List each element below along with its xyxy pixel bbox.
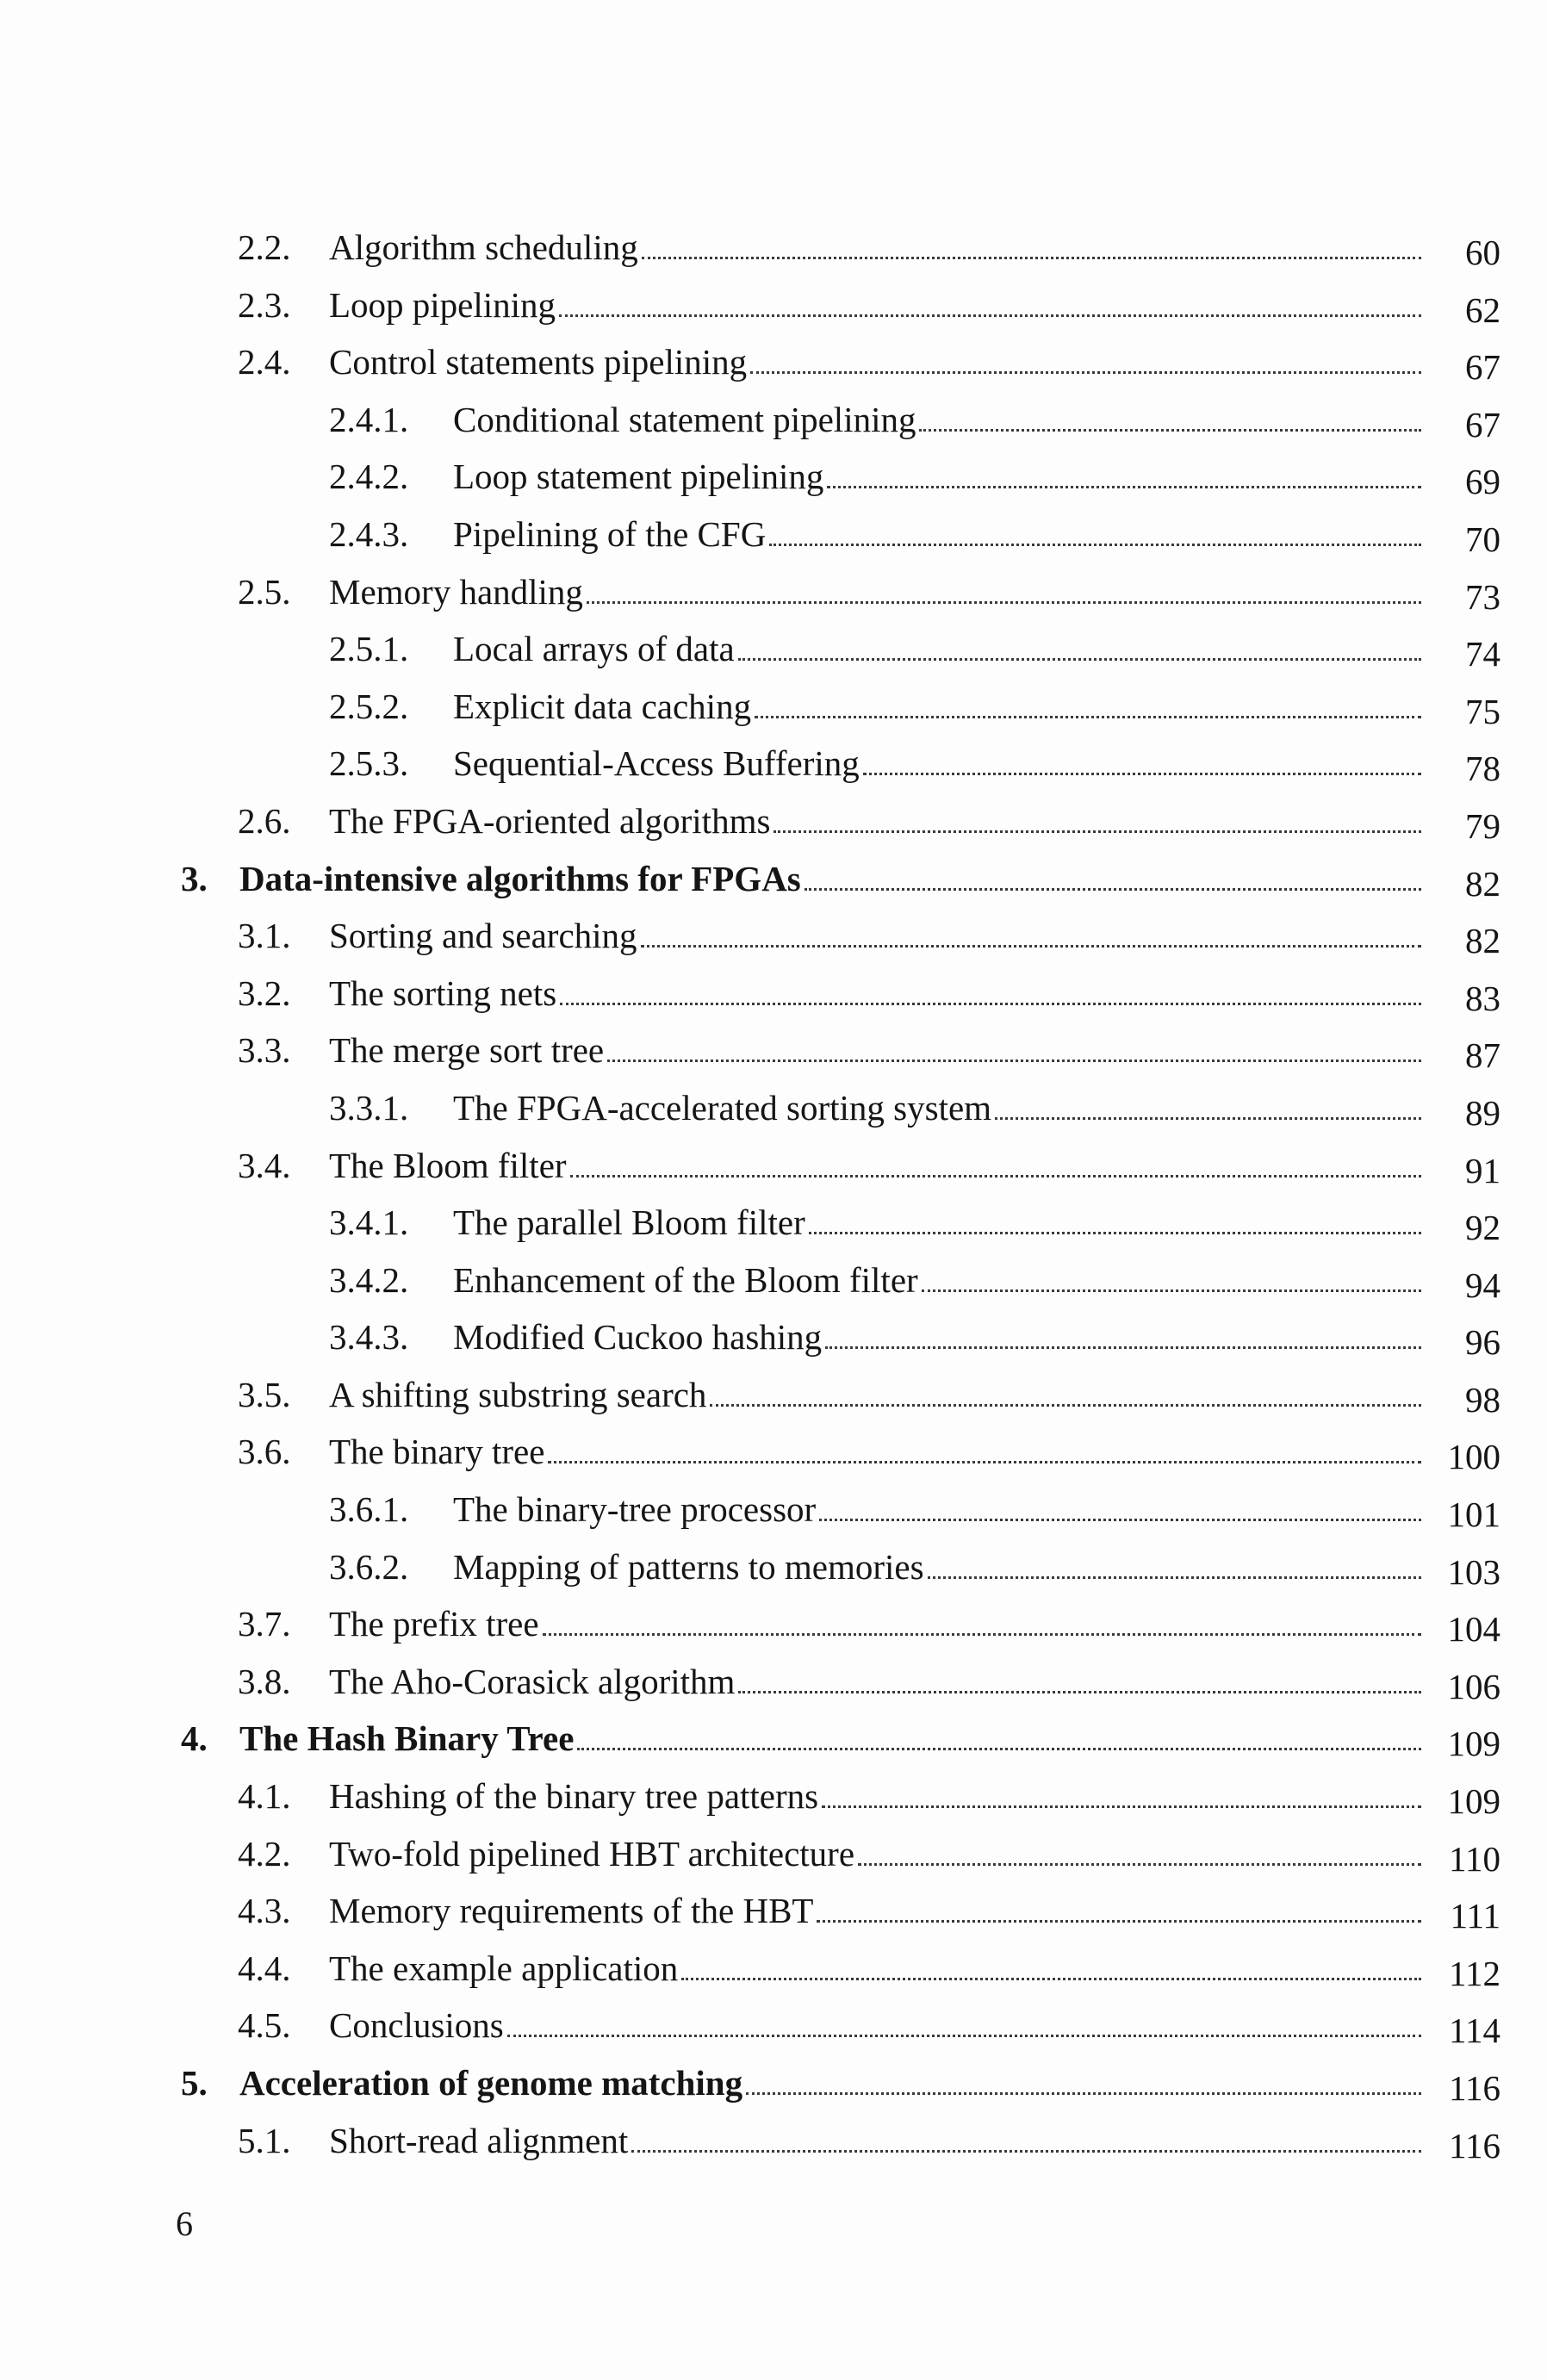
toc-entry-line (329, 1768, 1500, 1825)
toc-section-entry (0, 333, 1547, 391)
toc-entry-title: Enhancement of the Bloom filter (453, 1259, 918, 1300)
toc-section-entry (0, 907, 1547, 965)
toc-entry-number: 2.2. (238, 227, 291, 267)
toc-entry-line (239, 2054, 1500, 2112)
toc-entry-line (329, 1653, 1500, 1711)
toc-entry-title: Control statements pipelining (329, 342, 748, 382)
toc-entry-line (329, 965, 1500, 1022)
toc-entry-number: 3.6.1. (329, 1489, 409, 1530)
dot-leader (746, 2092, 1421, 2095)
toc-entry-line (453, 1079, 1500, 1137)
toc-entry-line (329, 1366, 1500, 1424)
toc-entry-number: 4.2. (238, 1833, 291, 1874)
toc-entry-page: 83 (1465, 978, 1500, 1018)
toc-entry-title: The FPGA-oriented algorithms (329, 800, 771, 841)
toc-entry-page: 109 (1447, 1781, 1500, 1822)
toc-section-entry (0, 563, 1547, 621)
toc-entry-line (329, 1137, 1500, 1195)
toc-entry-line (329, 1595, 1500, 1653)
toc-section-entry (0, 1022, 1547, 1079)
dot-leader (738, 1691, 1421, 1693)
toc-entry-line (329, 277, 1500, 334)
toc-entry-title: A shifting substring search (329, 1374, 707, 1414)
toc-section-entry (0, 219, 1547, 277)
toc-entry-title: Two-fold pipelined HBT architecture (329, 1833, 855, 1874)
dot-leader (560, 1003, 1421, 1005)
toc-entry-number: 2.5.3. (329, 743, 409, 784)
toc-entry-number: 4.4. (238, 1948, 291, 1988)
dot-leader (919, 429, 1421, 432)
toc-entry-title: Mapping of patterns to memories (453, 1546, 924, 1587)
toc-entry-page: 109 (1447, 1724, 1500, 1764)
dot-leader (543, 1633, 1421, 1636)
toc-entry-number: 3.4.2. (329, 1259, 409, 1300)
toc-entry-line (329, 219, 1500, 277)
dot-leader (817, 1920, 1421, 1923)
toc-section-entry (0, 1768, 1547, 1825)
toc-entry-line (329, 1940, 1500, 1998)
toc-subsection-entry (0, 1538, 1547, 1596)
toc-entry-page: 60 (1465, 233, 1500, 272)
toc-entry-line (329, 2112, 1500, 2170)
toc-section-entry (0, 1595, 1547, 1653)
dot-leader (738, 658, 1421, 661)
dot-leader (548, 1461, 1421, 1463)
toc-entry-number: 2.4.2. (329, 457, 409, 497)
toc-entry-line (453, 1308, 1500, 1366)
toc-section-entry (0, 1137, 1547, 1195)
toc-entry-page: 87 (1465, 1035, 1500, 1076)
toc-chapter-entry (0, 850, 1547, 908)
toc-entry-number: 4.5. (238, 2005, 291, 2046)
toc-section-entry (0, 2112, 1547, 2170)
toc-entry-title: The binary tree (329, 1432, 545, 1472)
toc-section-entry (0, 1825, 1547, 1883)
toc-subsection-entry (0, 735, 1547, 792)
toc-entry-page: 112 (1449, 1953, 1500, 1993)
dot-leader (587, 601, 1421, 604)
toc-entry-page: 62 (1465, 289, 1500, 330)
toc-entry-number: 2.5. (238, 571, 291, 612)
toc-entry-line (453, 506, 1500, 563)
toc-entry-title: The FPGA-accelerated sorting system (453, 1087, 992, 1128)
dot-leader (819, 1519, 1421, 1521)
toc-entry-page: 101 (1447, 1494, 1500, 1535)
toc-entry-line (453, 1252, 1500, 1309)
toc-entry-title: Pipelining of the CFG (453, 513, 767, 554)
toc-entry-number: 2.5.2. (329, 686, 409, 726)
toc-entry-line (453, 391, 1500, 449)
toc-entry-page: 106 (1447, 1666, 1500, 1706)
toc-entry-title: The Hash Binary Tree (239, 1718, 575, 1759)
toc-entry-title: The parallel Bloom filter (453, 1202, 805, 1243)
toc-entry-number: 3.6.2. (329, 1546, 409, 1587)
toc-subsection-entry (0, 1481, 1547, 1538)
toc-entry-page: 89 (1465, 1092, 1500, 1133)
toc-entry-page: 67 (1465, 404, 1500, 444)
toc-subsection-entry (0, 448, 1547, 506)
toc-entry-line (239, 1710, 1500, 1768)
toc-entry-page: 75 (1465, 691, 1500, 731)
page-number: 6 (176, 2204, 193, 2243)
dot-leader (995, 1117, 1421, 1120)
toc-entry-title: Sorting and searching (329, 916, 637, 956)
toc-entry-number: 3. (181, 858, 208, 898)
toc-entry-line (453, 620, 1500, 678)
toc-entry-number: 4. (181, 1718, 208, 1759)
toc-entry-page: 69 (1465, 462, 1500, 502)
toc-entry-line (239, 850, 1500, 908)
dot-leader (928, 1576, 1421, 1579)
toc-entry-page: 79 (1465, 805, 1500, 846)
toc-entry-line (453, 1481, 1500, 1538)
toc-entry-title: Conclusions (329, 2005, 504, 2046)
toc-entry-number: 2.4.3. (329, 513, 409, 554)
toc-entry-title: Explicit data caching (453, 686, 752, 726)
toc-entry-number: 2.6. (238, 800, 291, 841)
toc-entry-line (329, 1882, 1500, 1940)
toc-entry-page: 114 (1449, 2010, 1500, 2051)
toc-subsection-entry (0, 1079, 1547, 1137)
toc-entry-line (453, 448, 1500, 506)
toc-entry-number: 2.3. (238, 284, 291, 325)
toc-entry-title: The Bloom filter (329, 1145, 567, 1185)
toc-section-entry (0, 965, 1547, 1022)
dot-leader (750, 371, 1421, 374)
toc-entry-number: 5. (181, 2063, 208, 2103)
toc-entry-page: 82 (1465, 863, 1500, 904)
toc-section-entry (0, 277, 1547, 334)
toc-entry-line (453, 1538, 1500, 1596)
dot-leader (858, 1863, 1421, 1866)
toc-subsection-entry (0, 1194, 1547, 1252)
toc-entry-page: 104 (1447, 1609, 1500, 1650)
toc-entry-number: 5.1. (238, 2120, 291, 2160)
toc-section-entry (0, 1940, 1547, 1998)
dot-leader (769, 544, 1421, 546)
toc-entry-line (453, 678, 1500, 736)
toc-entry-page: 92 (1465, 1208, 1500, 1248)
toc-entry-page: 94 (1465, 1265, 1500, 1305)
toc-entry-line (329, 563, 1500, 621)
toc-entry-line (329, 1423, 1500, 1481)
toc-entry-page: 73 (1465, 576, 1500, 617)
toc-entry-title: The Aho-Corasick algorithm (329, 1661, 736, 1701)
toc-entry-number: 3.8. (238, 1661, 291, 1701)
toc-entry-title: The example application (329, 1948, 679, 1988)
table-of-contents (0, 219, 1547, 2169)
toc-section-entry (0, 1366, 1547, 1424)
toc-entry-title: Short-read alignment (329, 2120, 629, 2160)
toc-subsection-entry (0, 678, 1547, 736)
toc-chapter-entry (0, 2054, 1547, 2112)
toc-entry-title: The prefix tree (329, 1604, 539, 1644)
toc-entry-page: 91 (1465, 1150, 1500, 1190)
toc-entry-title: The sorting nets (329, 973, 557, 1013)
dot-leader (827, 486, 1421, 488)
toc-entry-number: 3.1. (238, 916, 291, 956)
dot-leader (559, 314, 1421, 317)
toc-entry-line (453, 1194, 1500, 1252)
toc-entry-page: 67 (1465, 347, 1500, 388)
toc-entry-title: Conditional statement pipelining (453, 399, 916, 439)
toc-entry-page: 74 (1465, 634, 1500, 674)
toc-entry-title: Loop statement pipelining (453, 457, 824, 497)
dot-leader (710, 1404, 1421, 1407)
dot-leader (863, 773, 1421, 775)
toc-entry-page: 100 (1447, 1437, 1500, 1477)
dot-leader (507, 2035, 1421, 2037)
dot-leader (755, 716, 1421, 718)
toc-entry-page: 110 (1449, 1838, 1500, 1879)
toc-entry-number: 3.4.1. (329, 1202, 409, 1243)
toc-entry-page: 98 (1465, 1379, 1500, 1420)
toc-entry-title: Modified Cuckoo hashing (453, 1317, 823, 1358)
toc-entry-line (329, 1997, 1500, 2054)
dot-leader (631, 2150, 1421, 2153)
toc-entry-title: Data-intensive algorithms for FPGAs (239, 858, 801, 898)
toc-subsection-entry (0, 1252, 1547, 1309)
dot-leader (774, 830, 1421, 833)
toc-subsection-entry (0, 620, 1547, 678)
toc-entry-title: The merge sort tree (329, 1030, 605, 1071)
toc-entry-page: 116 (1449, 2125, 1500, 2166)
toc-section-entry (0, 1423, 1547, 1481)
toc-entry-title: Loop pipelining (329, 284, 556, 325)
dot-leader (607, 1060, 1421, 1062)
toc-subsection-entry (0, 1308, 1547, 1366)
toc-entry-number: 4.1. (238, 1776, 291, 1817)
dot-leader (681, 1978, 1421, 1980)
toc-entry-line (329, 1825, 1500, 1883)
toc-entry-title: Memory requirements of the HBT (329, 1891, 814, 1931)
dot-leader (577, 1748, 1421, 1750)
toc-subsection-entry (0, 506, 1547, 563)
toc-entry-title: Hashing of the binary tree patterns (329, 1776, 819, 1817)
toc-entry-page: 82 (1465, 921, 1500, 961)
toc-section-entry (0, 1882, 1547, 1940)
toc-entry-line (453, 735, 1500, 792)
toc-entry-title: Acceleration of genome matching (239, 2063, 743, 2103)
toc-entry-line (329, 1022, 1500, 1079)
toc-entry-page: 111 (1450, 1896, 1500, 1936)
toc-entry-line (329, 907, 1500, 965)
dot-leader (642, 257, 1421, 259)
toc-entry-number: 3.2. (238, 973, 291, 1013)
toc-entry-page: 78 (1465, 749, 1500, 789)
toc-entry-number: 4.3. (238, 1891, 291, 1931)
toc-section-entry (0, 1997, 1547, 2054)
dot-leader (809, 1232, 1421, 1234)
toc-entry-page: 103 (1447, 1551, 1500, 1592)
toc-entry-number: 2.4. (238, 342, 291, 382)
toc-subsection-entry (0, 391, 1547, 449)
toc-chapter-entry (0, 1710, 1547, 1768)
toc-section-entry (0, 1653, 1547, 1711)
toc-entry-number: 3.7. (238, 1604, 291, 1644)
toc-entry-page: 96 (1465, 1322, 1500, 1363)
toc-entry-title: Sequential-Access Buffering (453, 743, 860, 784)
dot-leader (825, 1346, 1421, 1349)
dot-leader (805, 888, 1421, 891)
toc-entry-page: 70 (1465, 519, 1500, 559)
toc-section-entry (0, 792, 1547, 850)
toc-entry-number: 3.3. (238, 1030, 291, 1071)
toc-entry-title: The binary-tree processor (453, 1489, 817, 1530)
toc-entry-title: Local arrays of data (453, 629, 735, 669)
dot-leader (641, 945, 1421, 948)
toc-entry-title: Memory handling (329, 571, 583, 612)
toc-entry-title: Algorithm scheduling (329, 227, 638, 267)
toc-entry-number: 3.3.1. (329, 1087, 409, 1128)
dot-leader (922, 1289, 1421, 1292)
toc-entry-number: 2.4.1. (329, 399, 409, 439)
toc-entry-line (329, 333, 1500, 391)
dot-leader (822, 1805, 1421, 1808)
toc-entry-number: 3.6. (238, 1432, 291, 1472)
toc-entry-number: 3.5. (238, 1374, 291, 1414)
toc-entry-page: 116 (1449, 2068, 1500, 2108)
toc-entry-number: 3.4. (238, 1145, 291, 1185)
toc-entry-line (329, 792, 1500, 850)
dot-leader (570, 1175, 1421, 1178)
toc-entry-number: 3.4.3. (329, 1317, 409, 1358)
toc-entry-number: 2.5.1. (329, 629, 409, 669)
